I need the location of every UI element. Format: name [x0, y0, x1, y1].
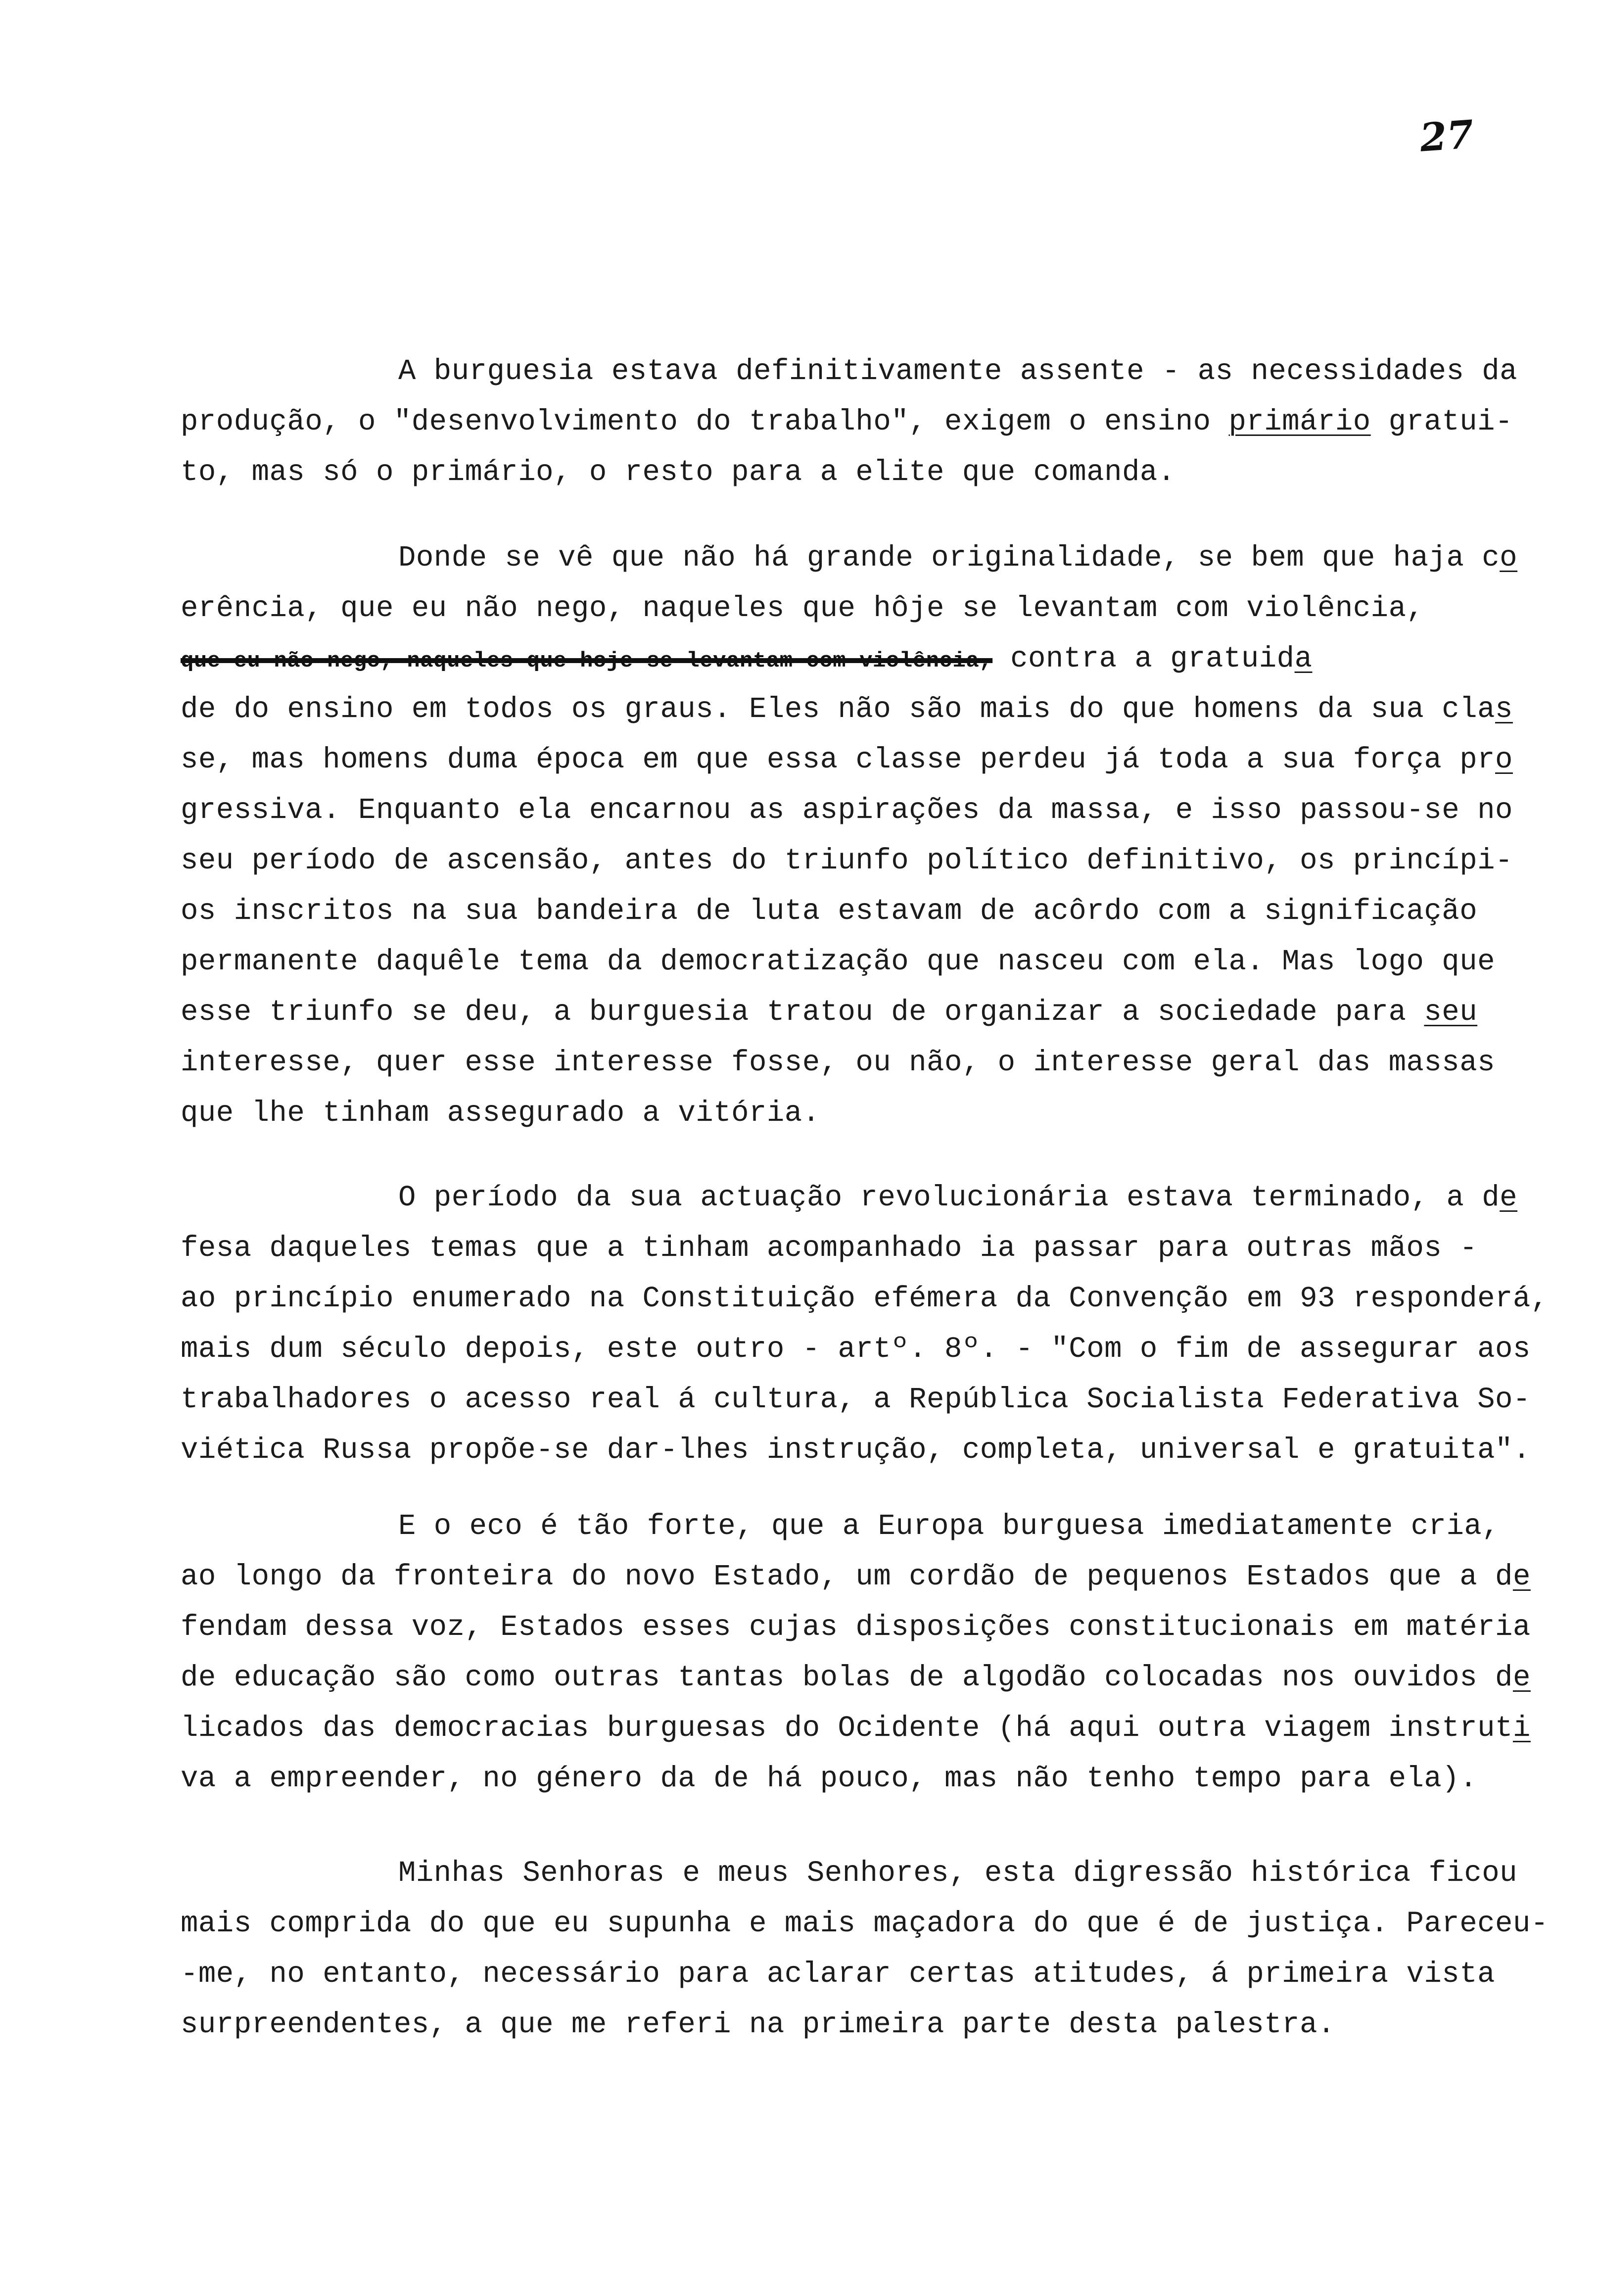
text-line: erência, que eu não nego, naqueles que hôje se levantam com violência, [181, 592, 1424, 625]
text-line: ao princípio enumerado na Constituição efémera da Convenção em 93 responderá, [181, 1282, 1549, 1315]
text-run: O período da sua actuação revolucionária estava terminado, a d [398, 1181, 1500, 1214]
text-line [181, 634, 1581, 684]
text-line: trabalhadores o acesso real á cultura, a República Socialista Federativa So- [181, 1383, 1531, 1416]
text-line: os inscritos na sua bandeira de luta estavam de acôrdo com a significação [181, 895, 1478, 928]
text-line: E o eco é tão forte, que a Europa burguesa imediatamente cria, [398, 1510, 1500, 1543]
text-run: contra a gratuid [1010, 642, 1295, 675]
text-run: Donde se vê que não há grande originalidade, se bem que haja c [398, 541, 1500, 574]
text-run: ao longo da fronteira do novo Estado, um cordão de pequenos Estados que a d [181, 1560, 1513, 1593]
text-line: to, mas só o primário, o resto para a elite que comanda. [181, 456, 1176, 489]
underlined-word: primário [1228, 405, 1371, 438]
text-run: gratui- [1370, 405, 1513, 438]
text-line: -me, no entanto, necessário para aclarar certas atitudes, á primeira vista [181, 1958, 1496, 1991]
text-line: permanente daquêle tema da democratização que nasceu com ela. Mas logo que [181, 945, 1496, 978]
text-run: licados das democracias burguesas do Ocidente (há aqui outra viagem instrut [181, 1712, 1513, 1745]
text-line [181, 1703, 1581, 1754]
underlined-letter: a [1294, 642, 1313, 675]
text-run: de educação são como outras tantas bolas de algodão colocadas nos ouvidos d [181, 1661, 1513, 1694]
text-line: seu período de ascensão, antes do triunfo político definitivo, os princípi- [181, 844, 1513, 877]
text-run: de do ensino em todos os graus. Eles não são mais do que homens da sua cla [181, 693, 1496, 726]
text-line: que lhe tinham assegurado a vitória. [181, 1097, 820, 1130]
underlined-letter: s [1495, 693, 1513, 726]
text-line: mais dum século depois, este outro - artº. 8º. - "Com o fim de assegurar aos [181, 1333, 1531, 1366]
struck-out-text: que eu não nego, naqueles que hoje se levantam com violência, [181, 649, 993, 673]
text-line: viética Russa propõe-se dar-lhes instrução, completa, universal e gratuita". [181, 1434, 1531, 1467]
text-run: esse triunfo se deu, a burguesia tratou de organizar a sociedade para [181, 996, 1424, 1029]
text-line: surpreendentes, a que me referi na primeira parte desta palestra. [181, 2008, 1335, 2041]
underlined-letter: i [1512, 1712, 1531, 1745]
text-run: produção, o "desenvolvimento do trabalho", exigem o ensino [181, 405, 1229, 438]
underlined-letter: e [1500, 1181, 1518, 1214]
text-line [181, 1173, 1581, 1223]
text-line: fesa daqueles temas que a tinham acompanhado ia passar para outras mãos - [181, 1232, 1478, 1265]
paragraph-1 [181, 346, 1581, 498]
text-line [181, 533, 1581, 583]
text-line [181, 735, 1581, 785]
paragraph-5 [181, 1848, 1581, 2050]
paragraph-2 [181, 533, 1581, 1139]
text-line [181, 987, 1581, 1038]
paragraph-3 [181, 1173, 1581, 1476]
text-line: interesse, quer esse interesse fosse, ou não, o interesse geral das massas [181, 1046, 1496, 1079]
underlined-letter: o [1500, 541, 1518, 574]
text-line [181, 684, 1581, 735]
text-line: fendam dessa voz, Estados esses cujas disposições constitucionais em matéria [181, 1611, 1531, 1644]
underlined-letter: o [1495, 743, 1513, 776]
text-line [181, 397, 1581, 447]
text-run: se, mas homens duma época em que essa classe perdeu já toda a sua força pr [181, 743, 1496, 776]
underlined-letter: e [1512, 1661, 1531, 1694]
text-line: mais comprida do que eu supunha e mais maçadora do que é de justiça. Pareceu- [181, 1907, 1549, 1940]
text-line: Minhas Senhoras e meus Senhores, esta digressão histórica ficou [398, 1857, 1518, 1890]
underlined-word: seu [1424, 996, 1478, 1029]
page-number: 27 [1418, 112, 1475, 161]
text-line: gressiva. Enquanto ela encarnou as aspirações da massa, e isso passou-se no [181, 794, 1513, 827]
underlined-letter: e [1512, 1560, 1531, 1593]
text-line [181, 1552, 1581, 1602]
text-line: va a empreender, no género da de há pouco, mas não tenho tempo para ela). [181, 1762, 1478, 1795]
paragraph-4 [181, 1501, 1581, 1804]
text-line [181, 1653, 1581, 1703]
text-line: A burguesia estava definitivamente assente - as necessidades da [398, 355, 1518, 388]
